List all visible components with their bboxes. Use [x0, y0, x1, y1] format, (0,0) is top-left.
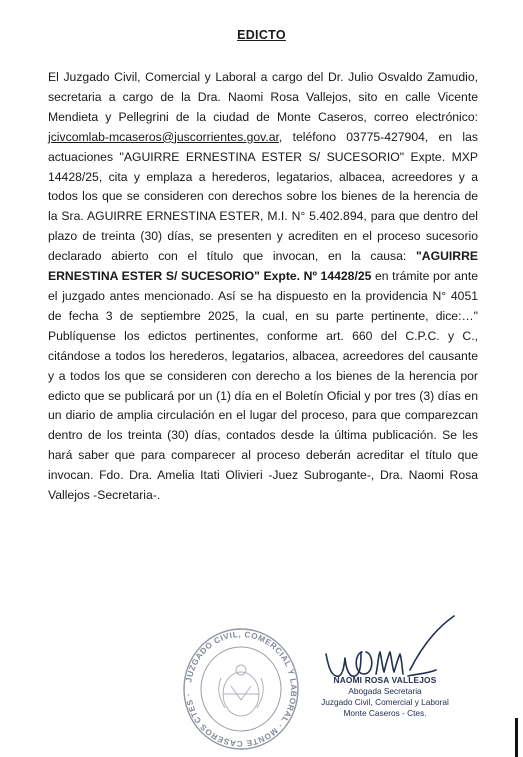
signatory-role: Abogada Secretaria	[348, 686, 422, 696]
signatory-court: Juzgado Civil, Comercial y Laboral	[321, 697, 449, 707]
body-paragraph-resolution: en trámite por ante el juzgado antes mencionado. Así se ha dispuesto en la providencia N° 4051 de fecha 3 de septiembre 2025, la cual, en su parte pertinente, dice:…" Publíquense los edictos pertinentes, conforme art. 660 del C.P.C. y C., citándose a todos los herederos, legatarios, albacea, acreedores del causante y a todos los que se consideren con derecho a los bienes de la herencia por edicto que se publicará por un (1) día en el Boletín Oficial y por tres (3) días en un diario de amplia circulación en el lugar del proceso, para que comparezcan dentro de los treinta (30) días, contados desde la última publicación. Se les hará saber que para comparecer al proceso deberán acreditar el título que invocan. Fdo. Dra. Amelia Itati Olivieri -Juez Subrogante-, Dra. Naomi Rosa Vallejos -Secretaria-.	[48, 269, 478, 503]
body-paragraph-citation: , teléfono 03775-427904, en las actuaciones "AGUIRRE ERNESTINA ESTER S/ SUCESORIO" Expte. MXP 14428/25, cita y emplaza a herederos, legatarios, albacea, acreedores y a todos los que se consideren con derechos sobre los bienes de la herencia de la Sra. AGUIRRE ERNESTINA ESTER, M.I. N° 5.402.894, para que dentro del plazo de treinta (30) días, se presenten y acrediten en el proceso sucesorio declarado abierto con el título que invocan, en la causa:	[48, 129, 478, 264]
signature-block	[300, 675, 470, 719]
edict-body	[48, 68, 478, 506]
scan-edge-mark	[515, 718, 518, 757]
court-seal-stamp	[181, 626, 301, 752]
signatory-place: Monte Caseros - Ctes.	[343, 708, 427, 718]
body-paragraph-intro: El Juzgado Civil, Comercial y Laboral a cargo del Dr. Julio Osvaldo Zamudio, secretaria a cargo de la Dra. Naomi Rosa Vallejos, sito en calle Vicente Mendieta y Pellegrini de la ciudad de Monte Caseros, correo electrónico:	[48, 70, 478, 124]
signatory-name: NAOMI ROSA VALLEJOS	[333, 675, 437, 685]
coat-of-arms-icon	[219, 665, 264, 716]
case-reference-bold: "AGUIRRE ERNESTINA ESTER S/ SUCESORIO" Expte. Nº 14428/25	[48, 249, 478, 284]
seal-text: JUZGADO CIVIL, COMERCIAL Y LABORAL · MONTE CASEROS CTES ·	[184, 629, 299, 749]
court-email-link[interactable]: jcivcomlab-mcaseros@juscorrientes.gov.ar	[48, 129, 279, 144]
document-title: EDICTO	[237, 28, 286, 42]
